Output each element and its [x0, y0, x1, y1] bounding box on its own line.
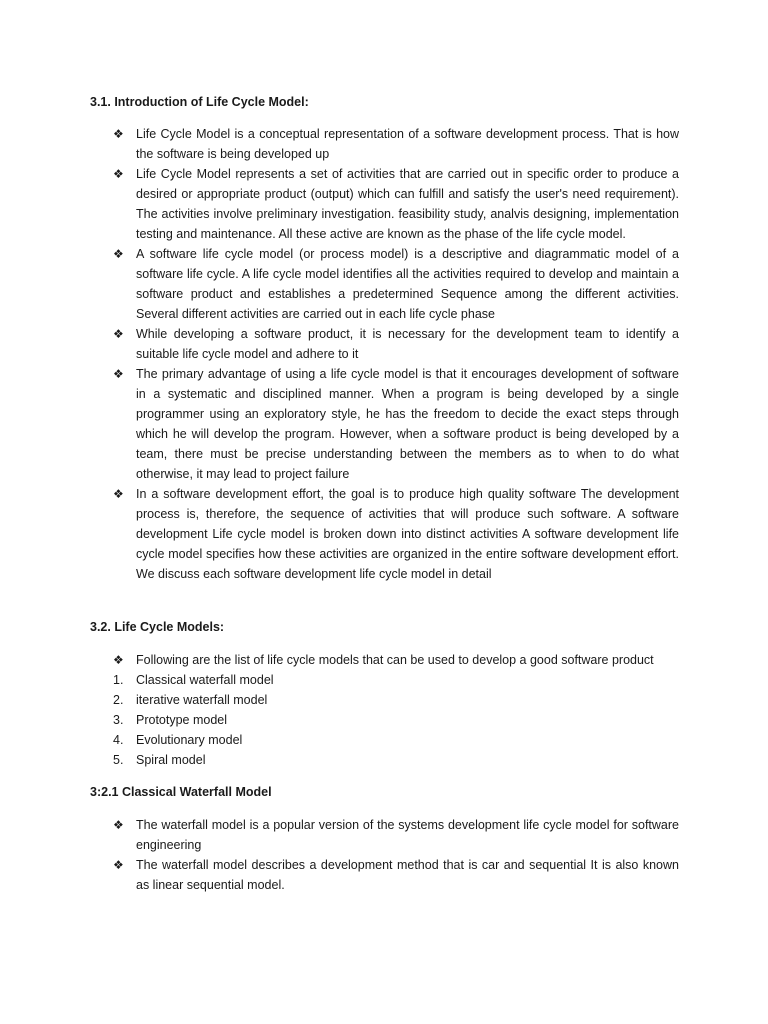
- waterfall-bullet-list: [113, 815, 679, 895]
- section-heading-models: 3.2. Life Cycle Models:: [90, 620, 225, 634]
- list-item-text: iterative waterfall model: [136, 693, 268, 707]
- bullet-text: Life Cycle Model is a conceptual representation of a software development process. That is how the software is being developed up: [136, 127, 679, 161]
- list-number: 3.: [113, 713, 124, 727]
- list-item-text: Prototype model: [136, 713, 228, 727]
- list-item: [113, 710, 274, 730]
- list-item: [113, 670, 274, 690]
- bullet-text: While developing a software product, it is necessary for the development team to identify a suitable life cycle model and adhere to it: [136, 327, 679, 361]
- bullet-text: In a software development effort, the goal is to produce high quality software The development process is, therefore, the sequence of activities that will produce such software. A software development Life cycle model is broken down into distinct activities A software development life cycle model specifies how these activities are organized in the entire software development effort. We discuss each software development life cycle model in detail: [136, 487, 679, 581]
- section-heading-waterfall: 3:2.1 Classical Waterfall Model: [90, 785, 272, 799]
- diamond-bullet-icon: ❖: [113, 487, 124, 501]
- list-item: [113, 324, 679, 364]
- list-item: [113, 815, 679, 855]
- diamond-bullet-icon: ❖: [113, 127, 124, 141]
- list-number: 4.: [113, 733, 124, 747]
- list-item: [113, 650, 679, 670]
- list-item: [113, 124, 679, 164]
- diamond-bullet-icon: ❖: [113, 818, 124, 832]
- models-bullet-list: [113, 650, 679, 670]
- bullet-text: The primary advantage of using a life cycle model is that it encourages development of software in a systematic and disciplined manner. When a program is being developed by a single programmer using an exploratory style, he has the freedom to decide the exact steps through which he will develop the program. However, when a software product is being developed by a team, there must be precise understanding between the members as to when to do what otherwise, it may lead to project failure: [136, 367, 679, 481]
- intro-bullet-list: [113, 124, 679, 584]
- diamond-bullet-icon: ❖: [113, 653, 124, 667]
- list-item: [113, 855, 679, 895]
- models-numbered-list: [113, 670, 274, 770]
- section-heading-intro: 3.1. Introduction of Life Cycle Model:: [90, 95, 309, 109]
- list-item-text: Evolutionary model: [136, 733, 243, 747]
- bullet-text: Following are the list of life cycle models that can be used to develop a good software product: [136, 653, 654, 667]
- list-item: [113, 730, 274, 750]
- list-item: [113, 484, 679, 584]
- list-number: 1.: [113, 673, 124, 687]
- diamond-bullet-icon: ❖: [113, 167, 124, 181]
- list-item: [113, 750, 274, 770]
- bullet-text: A software life cycle model (or process model) is a descriptive and diagrammatic model of a software life cycle. A life cycle model identifies all the activities required to develop and maintain a software product and establishes a predetermined Sequence among the different activities. Several different activities are carried out in each life cycle phase: [136, 247, 679, 321]
- list-number: 5.: [113, 753, 124, 767]
- list-item: [113, 164, 679, 244]
- diamond-bullet-icon: ❖: [113, 327, 124, 341]
- diamond-bullet-icon: ❖: [113, 858, 124, 872]
- bullet-text: The waterfall model describes a development method that is car and sequential It is also known as linear sequential model.: [136, 858, 679, 892]
- list-item-text: Spiral model: [136, 753, 206, 767]
- list-number: 2.: [113, 693, 124, 707]
- list-item-text: Classical waterfall model: [136, 673, 274, 687]
- bullet-text: Life Cycle Model represents a set of activities that are carried out in specific order to produce a desired or appropriate product (output) which can fulfill and satisfy the user's need requirement). The activities involve preliminary investigation. feasibility study, analvis designing, implementation testing and maintenance. All these active are known as the phase of the life cycle model.: [136, 167, 679, 241]
- bullet-text: The waterfall model is a popular version of the systems development life cycle model for software engineering: [136, 818, 679, 852]
- diamond-bullet-icon: ❖: [113, 367, 124, 381]
- list-item: [113, 690, 274, 710]
- list-item: [113, 244, 679, 324]
- list-item: [113, 364, 679, 484]
- diamond-bullet-icon: ❖: [113, 247, 124, 261]
